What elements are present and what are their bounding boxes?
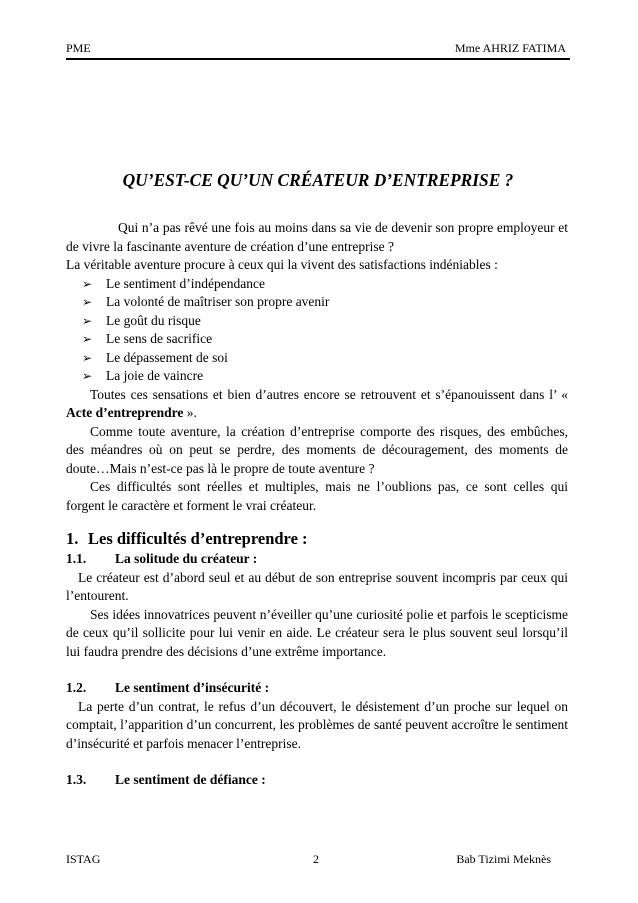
intro-paragraph-3: Toutes ces sensations et bien d’autres encore se retrouvent et s’épanouissent dans l’ « Acte d’entreprendre ».: [66, 386, 568, 420]
footer-school: ISTAG: [66, 852, 101, 866]
subsection-heading-1-3: 1.3. Le sentiment de défiance :: [66, 772, 266, 787]
subsection-heading-1-2: 1.2. Le sentiment d’insécurité :: [66, 680, 270, 695]
list-item: ➢ Le goût du risque: [82, 312, 568, 331]
section-heading: [66, 528, 568, 550]
emphasis-acte: Acte d’entreprendre: [66, 405, 184, 420]
footer-location: Bab Tizimi Meknès: [456, 852, 551, 866]
arrow-bullet-icon: ➢: [82, 313, 93, 328]
arrow-bullet-icon: ➢: [82, 332, 93, 346]
header-course: PME: [66, 41, 91, 55]
list-item: ➢ La joie de vaincre: [82, 367, 568, 386]
list-item: ➢ Le dépassement de soi: [82, 349, 568, 368]
subsection-heading-1-1: 1.1. La solitude du créateur :: [66, 551, 258, 566]
page-number: 2: [313, 852, 319, 866]
arrow-bullet-icon: ➢: [82, 369, 93, 383]
page-header: [66, 38, 570, 60]
intro-paragraph-5: Ces difficultés sont réelles et multiples, mais ne l’oublions pas, ce sont celles qui forgent le caractère et forment le vrai créateur.: [66, 479, 568, 513]
subsection-1-2-paragraph-1: La perte d’un contrat, le refus d’un découvert, le désistement d’un proche sur lequel on comptait, l’apparition d’un concurrent, les problèmes de santé peuvent accroître le sentiment d’insécurité et parfois menacer l’entreprise.: [66, 698, 568, 751]
arrow-bullet-icon: ➢: [82, 350, 93, 365]
document-body: [66, 219, 568, 790]
satisfactions-list: [66, 275, 568, 386]
arrow-bullet-icon: ➢: [82, 295, 93, 309]
section-title: Les difficultés d’entreprendre :: [88, 529, 308, 548]
list-item: ➢ Le sens de sacrifice: [82, 330, 568, 349]
intro-paragraph-1: Qui n’a pas rêvé une fois au moins dans sa vie de devenir son propre employeur et de vivre la fascinante aventure de création d’une entreprise ?: [66, 220, 568, 254]
subsection-1-1-paragraph-2: Ses idées innovatrices peuvent n’éveiller qu’une curiosité polie et parfois le scepticisme de ceux qu’il sollicite pour lui venir en aide. Le créateur sera le plus souvent seul lorsqu’il lui faudra prendre des décisions d’une extrême importance.: [66, 606, 568, 659]
subsection-1-1-paragraph-1: Le créateur est d’abord seul et au début de son entreprise souvent incompris par ceux qui l’entourent.: [66, 569, 568, 603]
intro-paragraph-4: Comme toute aventure, la création d’entreprise comporte des risques, des embûches, des méandres où on peut se perdre, des moments de découragement, des moments de doute…Mais n’est-ce pas là le propre de toute aventure ?: [66, 423, 568, 476]
header-author: Mme AHRIZ FATIMA: [454, 41, 566, 55]
intro-paragraph-2: La véritable aventure procure à ceux qui la vivent des satisfactions indéniables :: [66, 257, 498, 272]
section-number: 1.: [66, 529, 79, 548]
document-title: QU’EST-CE QU’UN CRÉATEUR D’ENTREPRISE ?: [122, 170, 514, 190]
list-item: ➢ Le sentiment d’indépendance: [82, 275, 568, 294]
list-item: ➢ La volonté de maîtriser son propre avenir: [82, 293, 568, 312]
arrow-bullet-icon: ➢: [82, 276, 93, 291]
